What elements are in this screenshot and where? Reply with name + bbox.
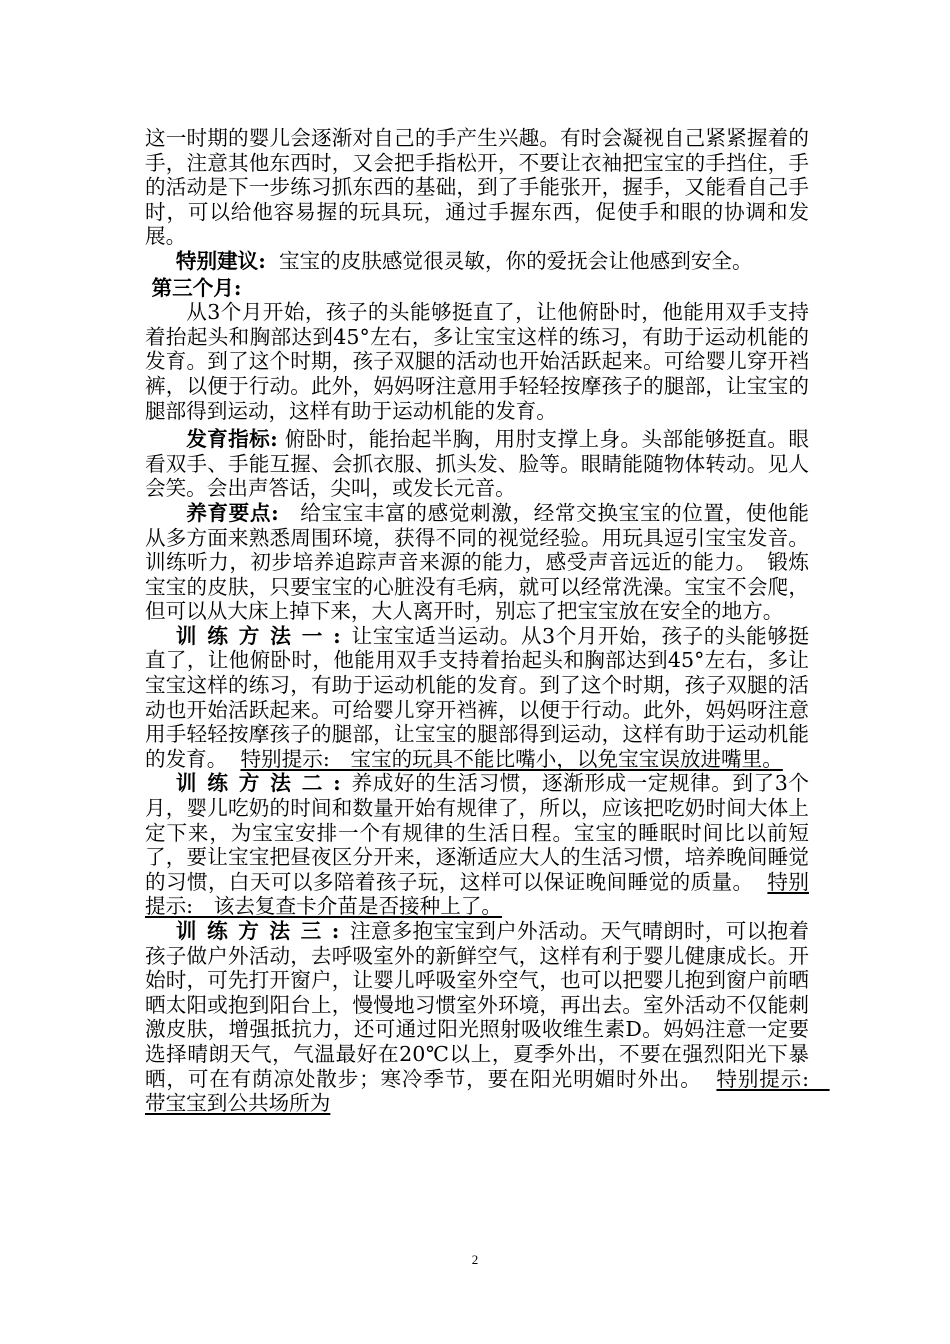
development-indicators bbox=[145, 427, 809, 501]
special-suggestion-label: 特别建议: bbox=[175, 248, 266, 273]
month-three-heading bbox=[145, 276, 809, 301]
method-two-tip: 特别提示: 该去复查卡介苗是否接种上了。 bbox=[145, 869, 809, 919]
method-one-label: 训练方法一: bbox=[175, 623, 352, 648]
method-three-tip: 特别提示: 带宝宝到公共场所为 bbox=[145, 1066, 830, 1116]
method-two-text: 养成好的生活习惯，逐渐形成一定规律。到了3个月，婴儿吃奶的时间和数量开始有规律了，所以，应该把吃奶时间大体上定下来，为宝宝安排一个有规律的生活日程。宝宝的睡眠时间比以前短了，要让宝宝把昼夜区分开来，逐渐适应大人的生活习惯，培养晚间睡觉的习惯，白天可以多陪着孩子玩，这样可以保证晚间睡觉的质量。 bbox=[145, 771, 809, 894]
method-one-text: 让宝宝适当运动。从3个月开始，孩子的头能够挺直了，让他俯卧时，他能用双手支持着抬起头和胸部达到45°左右，多让宝宝这样的练习，有助于运动机能的发育。到了这个时期，孩子双腿的活动也开始活跃起来。可给婴儿穿开裆裤，以便于行动。此外，妈妈呀注意用手轻轻按摩孩子的腿部，让宝宝的腿部得到运动，这样有助于运动机能的发育。 bbox=[145, 623, 809, 771]
care-points bbox=[145, 501, 809, 624]
method-three-label: 训练方法三: bbox=[175, 919, 350, 943]
special-suggestion-text: 宝宝的皮肤感觉很灵敏，你的爱抚会让他感到安全。 bbox=[278, 248, 753, 273]
month-three-heading-text: 第三个月: bbox=[151, 275, 242, 300]
paragraph-head-straight: 从3个月开始，孩子的头能够挺直了，让他俯卧时，他能用双手支持着抬起头和胸部达到45°左右，多让宝宝这样的练习，有助于运动机能的发育。到了这个时期，孩子双腿的活动也开始活跃起来。可给婴儿穿开裆裤，以便于行动。此外，妈妈呀注意用手轻轻按摩孩子的腿部，让宝宝的腿部得到运动，这样有助于运动机能的发育。 bbox=[145, 300, 809, 423]
page-number: 2 bbox=[471, 1252, 479, 1267]
method-one-tip: 特别提示: 宝宝的玩具不能比嘴小，以免宝宝误放进嘴里。 bbox=[240, 746, 783, 771]
document-body bbox=[145, 126, 830, 1116]
development-text: 俯卧时，能抬起半胸，用肘支撑上身。头部能够挺直。眼看双手、手能互握、会抓衣服、抓头发、脸等。眼睛能随物体转动。见人会笑。会出声答话，尖叫，或发长元音。 bbox=[145, 427, 810, 501]
training-method-three bbox=[145, 919, 830, 1116]
training-method-two bbox=[145, 771, 809, 919]
method-two-label: 训练方法二: bbox=[175, 771, 352, 796]
special-suggestion bbox=[145, 249, 809, 274]
development-label: 发育指标: bbox=[186, 427, 278, 452]
care-label: 养育要点: bbox=[186, 500, 279, 525]
paragraph-hand-interest: 这一时期的婴儿会逐渐对自己的手产生兴趣。有时会凝视自己紧紧握着的手，注意其他东西时，又会把手指松开，不要让衣袖把宝宝的手挡住，手的活动是下一步练习抓东西的基础，到了手能张开，握手，又能看自己手时，可以给他容易握的玩具玩，通过手握东西，促使手和眼的协调和发展。 bbox=[145, 126, 809, 249]
method-three-text: 注意多抱宝宝到户外活动。天气晴朗时，可以抱着孩子做户外活动，去呼吸室外的新鲜空气，这样有利于婴儿健康成长。开始时，可先打开窗户，让婴儿呼吸室外空气，也可以把婴儿抱到窗户前晒晒太阳或抱到阳台上，慢慢地习惯室外环境，再出去。室外活动不仅能刺激皮肤，增强抵抗力，还可通过阳光照射吸收维生素D。妈妈注意一定要选择晴朗天气，气温最好在20℃以上，夏季外出，不要在强烈阳光下暴晒，可在有荫凉处散步；寒冷季节，要在阳光明媚时外出。 bbox=[145, 919, 809, 1091]
care-text: 给宝宝丰富的感觉刺激，经常交换宝宝的位置，使他能从多方面来熟悉周围环境，获得不同的视觉经验。用玩具逗引宝宝发音。训练听力，初步培养追踪声音来源的能力，感受声音远近的能力。 锻炼宝宝的皮肤，只要宝宝的心脏没有毛病，就可以经常洗澡。宝宝不会爬，但可以从大床上掉下来，大人离开时，别忘了把宝宝放在安全的地方。 bbox=[145, 500, 810, 624]
training-method-one bbox=[145, 624, 809, 772]
